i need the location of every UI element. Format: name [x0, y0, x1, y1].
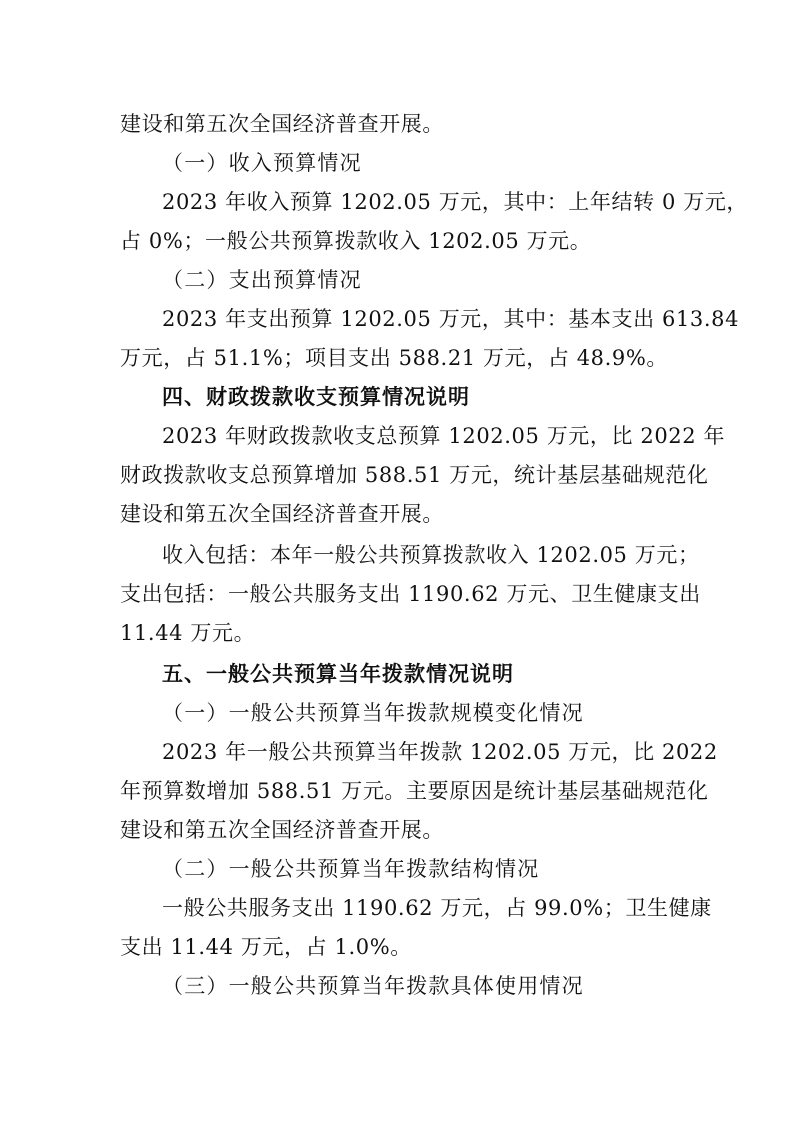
paragraph-line: 年预算数增加 588.51 万元。主要原因是统计基层基础规范化	[120, 779, 709, 803]
section-subheading: （一）一般公共预算当年拨款规模变化情况	[162, 701, 584, 725]
section-heading: 五、一般公共预算当年拨款情况说明	[162, 662, 514, 686]
paragraph-line: 11.44 万元。	[120, 621, 256, 645]
paragraph-line: 收入包括：本年一般公共预算拨款收入 1202.05 万元；	[162, 543, 700, 567]
section-subheading: （二）支出预算情况	[162, 268, 362, 292]
paragraph-line: 2023 年一般公共预算当年拨款 1202.05 万元，比 2022	[162, 740, 718, 764]
paragraph-line: 建设和第五次全国经济普查开展。	[120, 818, 444, 842]
paragraph-line: 2023 年支出预算 1202.05 万元，其中：基本支出 613.84	[162, 307, 740, 331]
paragraph-line: 支出 11.44 万元，占 1.0%。	[120, 935, 412, 959]
paragraph-line: 一般公共服务支出 1190.62 万元，占 99.0%；卫生健康	[162, 896, 712, 920]
paragraph-line: 占 0%；一般公共预算拨款收入 1202.05 万元。	[120, 229, 592, 253]
paragraph-line: 支出包括：一般公共服务支出 1190.62 万元、卫生健康支出	[120, 582, 701, 606]
paragraph-line: 万元，占 51.1%；项目支出 588.21 万元，占 48.9%。	[120, 346, 669, 370]
paragraph-line: 2023 年收入预算 1202.05 万元，其中：上年结转 0 万元，	[162, 190, 749, 214]
section-heading: 四、财政拨款收支预算情况说明	[162, 385, 470, 409]
paragraph-line: 2023 年财政拨款收支总预算 1202.05 万元，比 2022 年	[162, 424, 726, 448]
section-subheading: （一）收入预算情况	[162, 151, 362, 175]
section-subheading: （二）一般公共预算当年拨款结构情况	[162, 857, 540, 881]
paragraph-line: 建设和第五次全国经济普查开展。	[120, 502, 444, 526]
section-subheading: （三）一般公共预算当年拨款具体使用情况	[162, 974, 584, 998]
paragraph-line: 财政拨款收支总预算增加 588.51 万元，统计基层基础规范化	[120, 463, 709, 487]
paragraph-line: 建设和第五次全国经济普查开展。	[120, 112, 444, 136]
